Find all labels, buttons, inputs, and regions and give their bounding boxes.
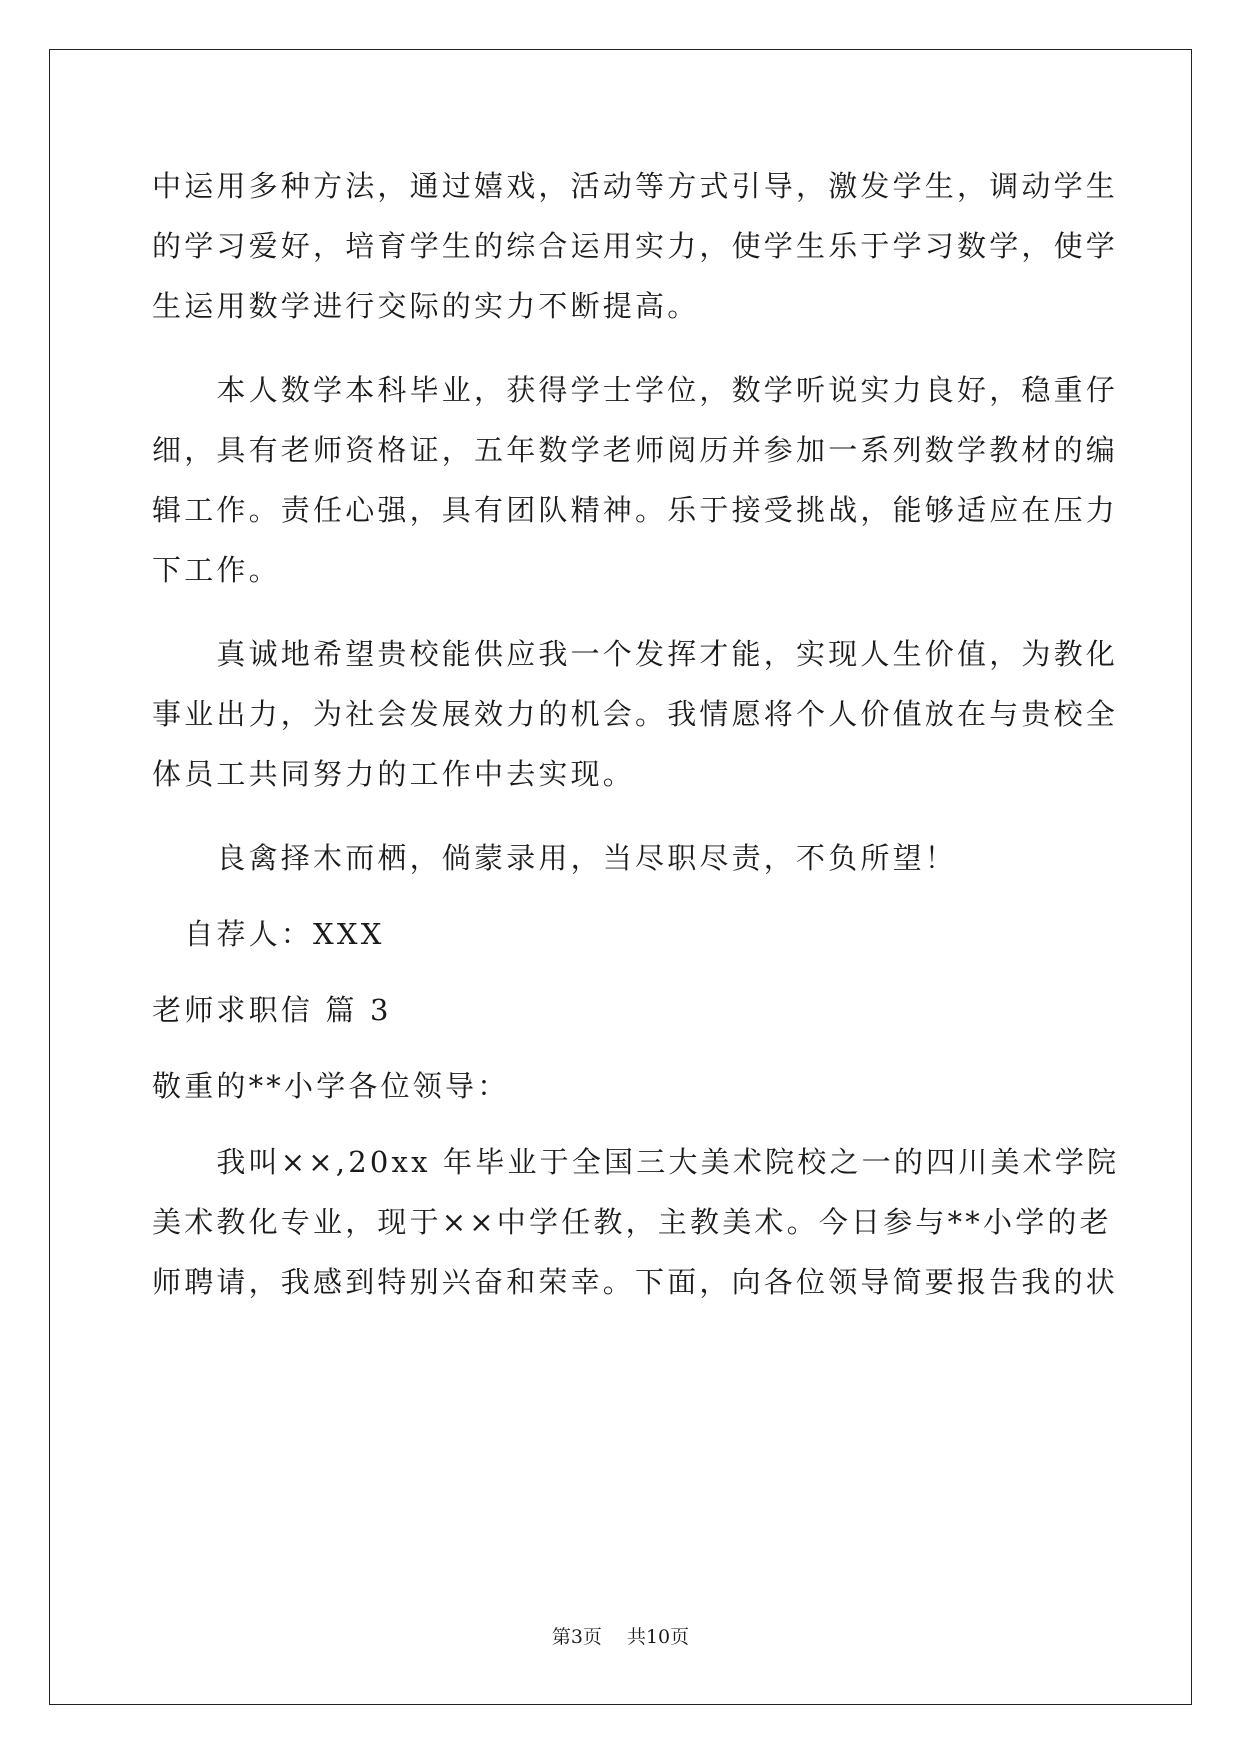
body-line: 真诚地希望贵校能供应我一个发挥才能，实现人生价值，为教化 (152, 637, 1119, 671)
section-heading: 老师求职信 篇 3 (152, 993, 392, 1027)
body-line: 下工作。 (152, 553, 281, 587)
body-line: 良禽择木而栖，倘蒙录用，当尽职尽责，不负所望！ (152, 841, 958, 875)
body-line: 的学习爱好，培育学生的综合运用实力，使学生乐于学习数学，使学 (152, 229, 1119, 263)
body-line: 美术教化专业，现于××中学任教，主教美术。今日参与**小学的老 (152, 1205, 1112, 1239)
body-line: 生运用数学进行交际的实力不断提高。 (152, 289, 700, 323)
body-line: 本人数学本科毕业，获得学士学位，数学听说实力良好，稳重仔 (152, 373, 1119, 407)
signature-line: 自荐人：XXX (152, 917, 385, 951)
body-line: 体员工共同努力的工作中去实现。 (152, 757, 636, 791)
body-line: 细，具有老师资格证，五年数学老师阅历并参加一系列数学教材的编 (152, 433, 1119, 467)
body-line: 中运用多种方法，通过嬉戏，活动等方式引导，激发学生，调动学生 (152, 169, 1119, 203)
body-line: 事业出力，为社会发展效力的机会。我情愿将个人价值放在与贵校全 (152, 697, 1119, 731)
salutation: 敬重的**小学各位领导： (152, 1069, 510, 1103)
page-footer: 第3页 共10页 (551, 1626, 690, 1648)
body-line: 辑工作。责任心强，具有团队精神。乐于接受挑战，能够适应在压力 (152, 493, 1119, 527)
body-line: 师聘请，我感到特别兴奋和荣幸。下面，向各位领导简要报告我的状 (152, 1265, 1119, 1299)
body-line: 我叫××,20xx 年毕业于全国三大美术院校之一的四川美术学院 (152, 1145, 1120, 1179)
